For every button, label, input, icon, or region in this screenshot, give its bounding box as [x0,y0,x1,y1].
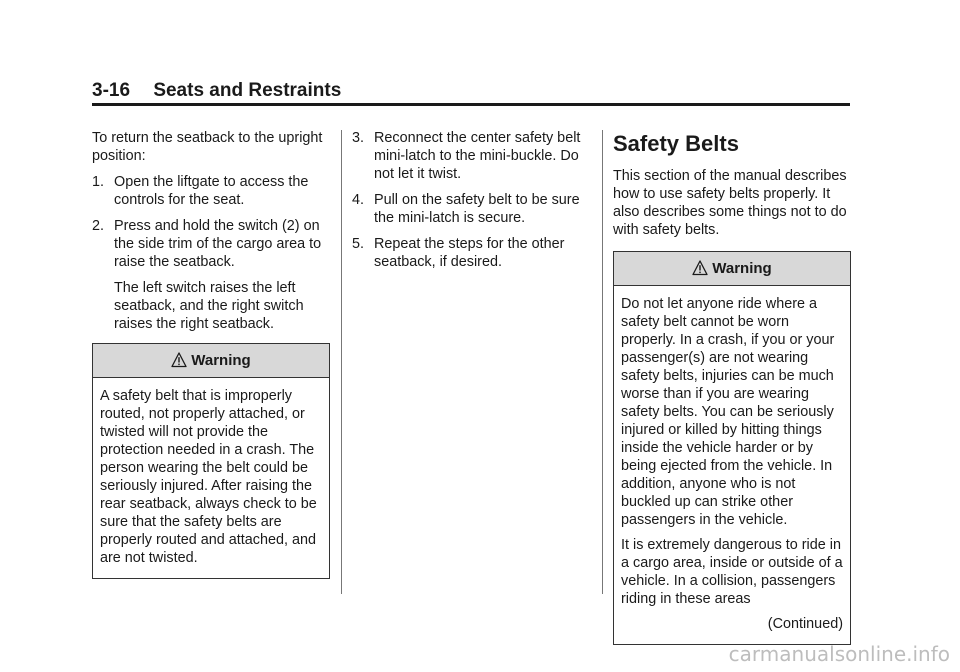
column-left [92,129,330,579]
section-title: Safety Belts [613,131,739,156]
warning-text: It is extremely dangerous to ride in a cargo area, inside or outside of a vehicle. In a collision, passengers riding in these areas [621,537,843,607]
step-text: Repeat the steps for the other seatback, if desired. [374,236,565,270]
column-divider-2 [602,130,603,594]
page-header [92,80,850,102]
warning-box [613,251,851,645]
step-text: Reconnect the center safety belt mini-latch to the mini-buckle. Do not let it twist. [374,130,581,182]
steps-list [92,173,330,271]
list-item [92,217,330,271]
step-text: Press and hold the switch (2) on the side trim of the cargo area to raise the seatback. [114,218,322,270]
step-number: 2. [92,218,105,234]
warning-icon [692,260,708,276]
warning-header [614,252,850,286]
intro-paragraph: To return the seatback to the upright position: [92,130,323,164]
list-item [352,235,590,271]
step-text: Pull on the safety belt to be sure the mini-latch is secure. [374,192,580,226]
step-number: 3. [352,130,365,146]
continued-label: (Continued) [767,616,843,632]
chapter-title: Seats and Restraints [153,80,342,101]
warning-box [92,343,330,579]
column-middle [352,129,590,279]
warning-label: Warning [191,352,251,369]
sub-paragraph: The left switch raises the left seatback, and the right switch raises the right seatback. [114,280,304,332]
list-item [352,129,590,183]
steps-list [352,129,590,271]
step-number: 4. [352,192,365,208]
column-right [613,131,851,645]
warning-text: Do not let anyone ride where a safety belt cannot be worn properly. In a crash, if you or your passenger(s) are not wearing safety belts, injuries can be much worse than if you are wearing safety belts. You can be seriously injured or killed by hitting things inside the vehicle harder or by being ejected from the vehicle. In addition, anyone who is not buckled up can strike other passengers in the vehicle. [621,296,835,528]
warning-label: Warning [712,260,772,277]
step-number: 5. [352,236,365,252]
section-intro: This section of the manual describes how to use safety belts properly. It also describes some things not to do with safety belts. [613,168,847,238]
step-text: Open the liftgate to access the controls for the seat. [114,174,309,208]
warning-body [93,378,329,578]
warning-header [93,344,329,378]
list-item [352,191,590,227]
step-number: 1. [92,174,105,190]
warning-body [614,286,850,644]
column-divider-1 [341,130,342,594]
list-item [92,173,330,209]
watermark: carmanualsonline.info [728,642,950,666]
header-rule [92,103,850,106]
warning-text: A safety belt that is improperly routed, not properly attached, or twisted will not provide the protection needed in a crash. The person wearing the belt could be seriously injured. After raising the rear seatback, always check to be sure that the safety belts are properly routed and attached, and are not twisted. [100,388,317,566]
page-number: 3-16 [92,80,131,101]
warning-icon [171,352,187,368]
